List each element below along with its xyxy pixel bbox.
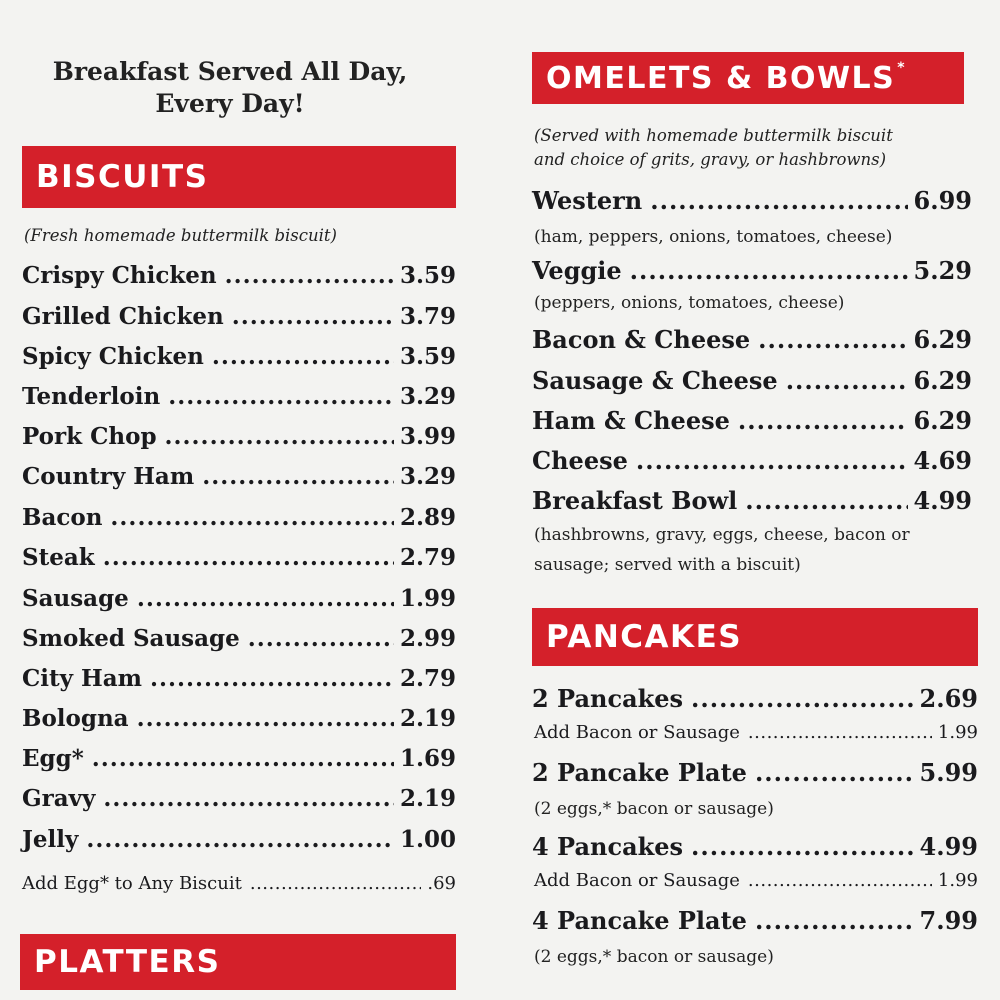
dot-leader xyxy=(137,705,394,732)
item-name: Country Ham xyxy=(22,463,195,490)
item-price: 2.79 xyxy=(399,665,456,692)
omelets-title-mark: * xyxy=(897,60,907,76)
dot-leader xyxy=(168,383,394,410)
dot-leader xyxy=(110,504,394,531)
menu-item-jelly xyxy=(22,826,456,860)
item-name: 2 Pancake Plate xyxy=(532,758,747,787)
dot-leader xyxy=(165,423,394,450)
platters-title: PLATTERS xyxy=(34,944,221,980)
platters-section-header xyxy=(20,934,456,990)
item-name: Crispy Chicken xyxy=(22,262,217,289)
dot-leader xyxy=(103,785,394,812)
item-name: Tenderloin xyxy=(22,383,161,410)
omelets-note xyxy=(534,124,893,172)
item-name: Egg* xyxy=(22,745,84,772)
dot-leader xyxy=(748,870,932,891)
menu-item-4-pancakes xyxy=(532,832,978,866)
item-name: City Ham xyxy=(22,665,143,692)
menu-item-crispy-chicken xyxy=(22,262,456,296)
item-name: Pork Chop xyxy=(22,423,157,450)
menu-item-gravy xyxy=(22,785,456,819)
item-price: 7.99 xyxy=(919,906,978,935)
item-price: 6.29 xyxy=(913,325,972,354)
menu-item-ham-cheese xyxy=(532,406,972,440)
item-price: 5.29 xyxy=(913,256,972,285)
dot-leader xyxy=(786,366,908,395)
menu-tagline xyxy=(10,56,450,120)
item-name: 2 Pancakes xyxy=(532,684,684,713)
item-name: Add Bacon or Sausage xyxy=(534,870,740,891)
item-name: Grilled Chicken xyxy=(22,303,224,330)
menu-item-2-pancakes xyxy=(532,684,978,718)
menu-item-spicy-chicken xyxy=(22,343,456,377)
item-name: Spicy Chicken xyxy=(22,343,204,370)
item-name: Bacon xyxy=(22,504,103,531)
item-name: 4 Pancake Plate xyxy=(532,906,747,935)
menu-item-smoked-sausage xyxy=(22,625,456,659)
menu-item-4-pancake-plate xyxy=(532,906,978,940)
item-name: Jelly xyxy=(22,826,79,853)
dot-leader xyxy=(755,906,914,935)
item-price: 6.99 xyxy=(913,186,972,215)
pancakes-title: PANCAKES xyxy=(546,619,743,655)
menu-item-add-bacon-sausage-1 xyxy=(534,722,978,756)
dot-leader xyxy=(103,544,394,571)
menu-item-veggie xyxy=(532,256,972,290)
item-price: 6.29 xyxy=(913,406,972,435)
item-price: .69 xyxy=(427,873,456,894)
dot-leader xyxy=(92,745,394,772)
item-price: 1.99 xyxy=(399,585,456,612)
menu-item-city-ham xyxy=(22,665,456,699)
menu-item-breakfast-bowl xyxy=(532,486,972,520)
item-price: 1.99 xyxy=(937,722,978,743)
dot-leader xyxy=(225,262,394,289)
menu-item-add-egg xyxy=(22,873,456,907)
item-description-4-pancake-plate: (2 eggs,* bacon or sausage) xyxy=(534,947,774,967)
dot-leader xyxy=(630,256,908,285)
item-name: Bologna xyxy=(22,705,129,732)
dot-leader xyxy=(691,684,914,713)
biscuits-title: BISCUITS xyxy=(36,159,209,195)
item-description-breakfast-bowl xyxy=(534,520,910,580)
menu-item-egg xyxy=(22,745,456,779)
menu-item-western xyxy=(532,186,972,220)
item-name: Breakfast Bowl xyxy=(532,486,738,515)
item-price: 6.29 xyxy=(913,366,972,395)
description-line-2: sausage; served with a biscuit) xyxy=(534,555,801,575)
dot-leader xyxy=(755,758,914,787)
tagline-line-2: Every Day! xyxy=(155,89,305,118)
item-name: Steak xyxy=(22,544,95,571)
dot-leader xyxy=(212,343,394,370)
description-line-1: (hashbrowns, gravy, eggs, cheese, bacon or xyxy=(534,525,910,545)
menu-item-sausage xyxy=(22,585,456,619)
omelets-note-line-1: (Served with homemade buttermilk biscuit xyxy=(534,126,893,145)
menu-item-cheese xyxy=(532,446,972,480)
item-price: 2.79 xyxy=(399,544,456,571)
menu-item-country-ham xyxy=(22,463,456,497)
item-name: Western xyxy=(532,186,643,215)
dot-leader xyxy=(248,625,394,652)
dot-leader xyxy=(232,303,394,330)
item-name: Gravy xyxy=(22,785,96,812)
item-name: Smoked Sausage xyxy=(22,625,240,652)
item-description-veggie: (peppers, onions, tomatoes, cheese) xyxy=(534,293,845,313)
menu-item-steak xyxy=(22,544,456,578)
tagline-line-1: Breakfast Served All Day, xyxy=(52,57,408,86)
item-name: Sausage xyxy=(22,585,129,612)
dot-leader xyxy=(650,186,907,215)
dot-leader xyxy=(738,406,908,435)
item-name: Cheese xyxy=(532,446,628,475)
item-price: 2.19 xyxy=(399,705,456,732)
item-price: 4.69 xyxy=(913,446,972,475)
dot-leader xyxy=(748,722,932,743)
dot-leader xyxy=(150,665,394,692)
menu-item-2-pancake-plate xyxy=(532,758,978,792)
item-name: Veggie xyxy=(532,256,622,285)
menu-item-grilled-chicken xyxy=(22,303,456,337)
item-name: Sausage & Cheese xyxy=(532,366,778,395)
menu-item-bacon-cheese xyxy=(532,325,972,359)
item-price: 2.69 xyxy=(919,684,978,713)
item-price: 2.99 xyxy=(399,625,456,652)
item-description-western: (ham, peppers, onions, tomatoes, cheese) xyxy=(534,227,893,247)
item-name: Add Bacon or Sausage xyxy=(534,722,740,743)
item-name: Add Egg* to Any Biscuit xyxy=(22,873,242,894)
menu-item-pork-chop xyxy=(22,423,456,457)
item-description-2-pancake-plate: (2 eggs,* bacon or sausage) xyxy=(534,799,774,819)
dot-leader xyxy=(691,832,914,861)
item-price: 1.69 xyxy=(399,745,456,772)
item-price: 2.89 xyxy=(399,504,456,531)
item-price: 3.29 xyxy=(399,463,456,490)
menu-item-bacon xyxy=(22,504,456,538)
item-name: Bacon & Cheese xyxy=(532,325,751,354)
item-price: 3.29 xyxy=(399,383,456,410)
item-price: 1.99 xyxy=(937,870,978,891)
dot-leader xyxy=(86,826,394,853)
dot-leader xyxy=(137,585,394,612)
item-price: 3.99 xyxy=(399,423,456,450)
biscuits-note: (Fresh homemade buttermilk biscuit) xyxy=(24,226,337,245)
item-price: 3.59 xyxy=(399,262,456,289)
menu-item-bologna xyxy=(22,705,456,739)
item-price: 4.99 xyxy=(919,832,978,861)
item-price: 1.00 xyxy=(399,826,456,853)
menu-item-sausage-cheese xyxy=(532,366,972,400)
dot-leader xyxy=(250,873,422,894)
menu-item-add-bacon-sausage-2 xyxy=(534,870,978,904)
item-price: 4.99 xyxy=(913,486,972,515)
biscuits-section-header xyxy=(22,146,456,208)
dot-leader xyxy=(758,325,907,354)
item-price: 2.19 xyxy=(399,785,456,812)
omelets-section-header xyxy=(532,52,964,104)
dot-leader xyxy=(636,446,908,475)
item-price: 3.59 xyxy=(399,343,456,370)
dot-leader xyxy=(202,463,394,490)
pancakes-section-header xyxy=(532,608,978,666)
menu-item-tenderloin xyxy=(22,383,456,417)
item-name: 4 Pancakes xyxy=(532,832,684,861)
omelets-title: OMELETS & BOWLS xyxy=(546,60,896,96)
item-name: Ham & Cheese xyxy=(532,406,730,435)
omelets-note-line-2: and choice of grits, gravy, or hashbrowns) xyxy=(534,150,887,169)
item-price: 5.99 xyxy=(919,758,978,787)
dot-leader xyxy=(745,486,907,515)
item-price: 3.79 xyxy=(399,303,456,330)
